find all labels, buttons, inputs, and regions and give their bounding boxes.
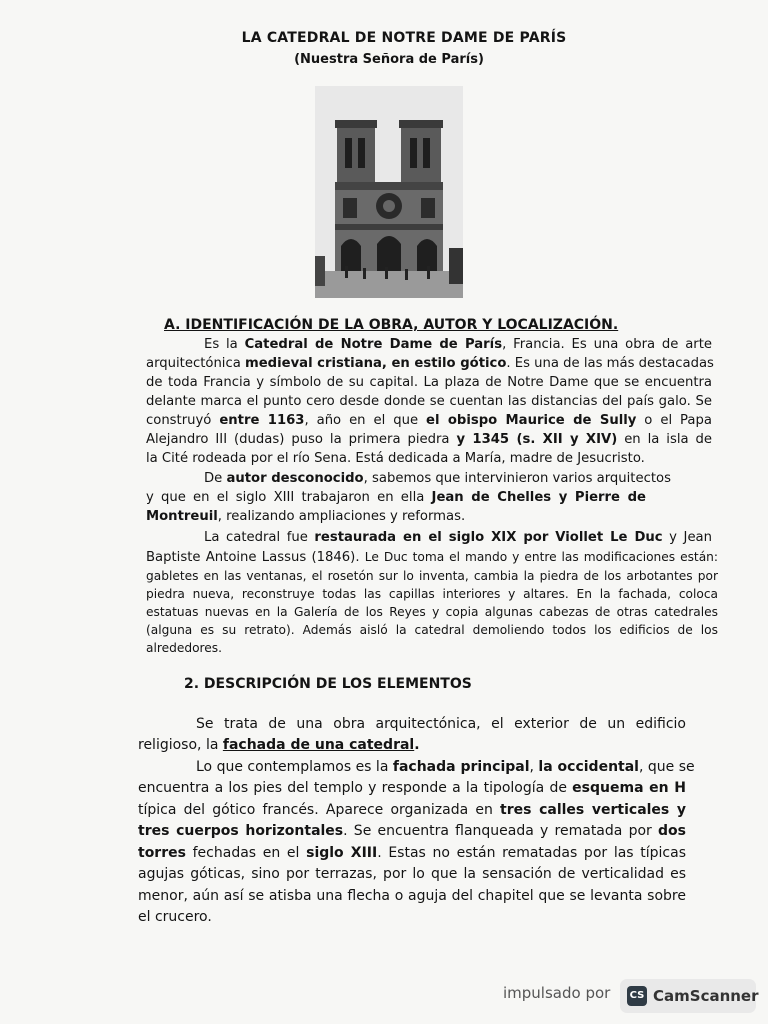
powered-by-text: impulsado por: [503, 984, 611, 1002]
camscanner-brand: CamScanner: [653, 987, 759, 1005]
page-title: LA CATEDRAL DE NOTRE DAME DE PARÍS: [241, 30, 567, 46]
section-a-heading: A. IDENTIFICACIÓN DE LA OBRA, AUTOR Y LOCALIZACIÓN.: [164, 317, 619, 333]
page-subtitle: (Nuestra Señora de París): [294, 52, 484, 67]
section-2-heading: 2. DESCRIPCIÓN DE LOS ELEMENTOS: [184, 676, 472, 692]
cathedral-photo: [315, 86, 463, 298]
camscanner-icon: CS: [627, 986, 647, 1006]
